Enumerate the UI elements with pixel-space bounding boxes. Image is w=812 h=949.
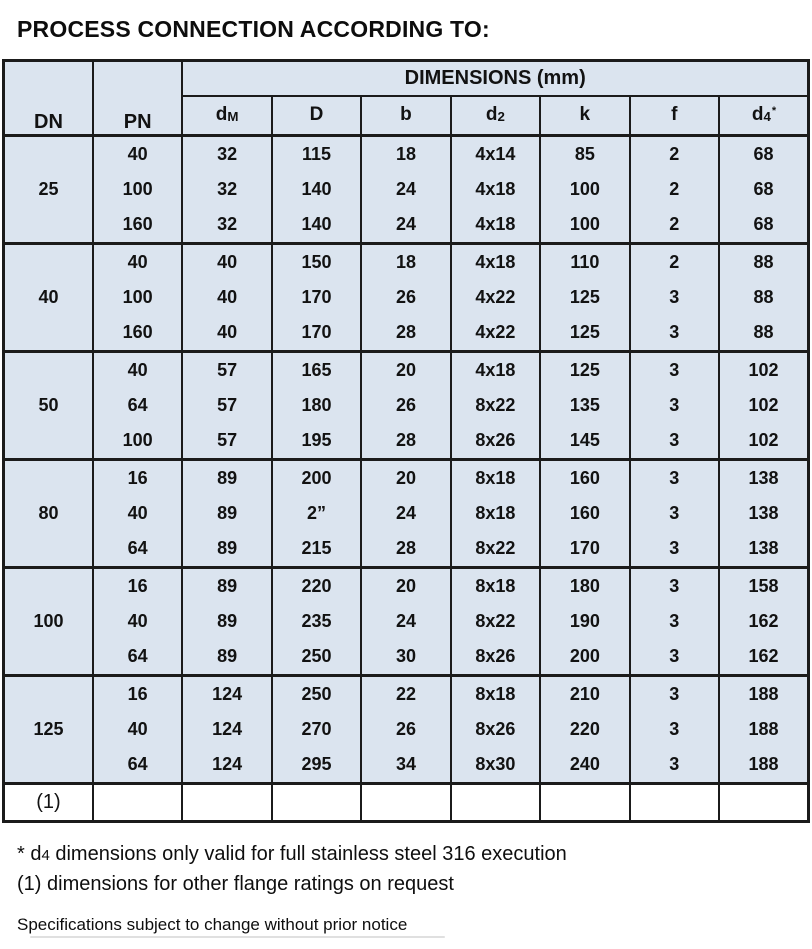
- cell-value: 40: [217, 322, 238, 342]
- cell-value: 89: [217, 576, 238, 596]
- cell-value: 3: [669, 468, 680, 488]
- D-values: [272, 460, 361, 568]
- dn-value: 80: [4, 460, 93, 568]
- cell-value: 140: [301, 214, 332, 234]
- cell-value: 250: [301, 646, 332, 666]
- cell-value: 100: [122, 287, 153, 307]
- col-header-pn: PN: [93, 61, 182, 136]
- cell-value: 40: [127, 611, 148, 631]
- cell-value: 40: [127, 503, 148, 523]
- col-header-k: k: [540, 96, 629, 136]
- cell-value: 124: [212, 684, 243, 704]
- dn-value: 100: [4, 568, 93, 676]
- cell-value: 3: [669, 322, 680, 342]
- cell-value: 215: [301, 538, 332, 558]
- dM-values: [182, 352, 271, 460]
- b-values: [361, 136, 450, 244]
- cell-value: 140: [301, 179, 332, 199]
- cell-value: 68: [753, 214, 774, 234]
- cell-value: 32: [217, 214, 238, 234]
- k-values: [540, 244, 629, 352]
- cell-value: 100: [122, 430, 153, 450]
- scan-artifact: [30, 936, 445, 938]
- cell-value: 40: [127, 144, 148, 164]
- cell-value: 88: [753, 287, 774, 307]
- dn-block-25: [4, 136, 809, 244]
- D-values: [272, 244, 361, 352]
- cell-value: 28: [395, 538, 416, 558]
- cell-value: 110: [570, 252, 600, 272]
- cell-value: 220: [569, 719, 600, 739]
- cell-value: 28: [395, 430, 416, 450]
- cell-value: 3: [669, 684, 680, 704]
- cell-value: 235: [301, 611, 332, 631]
- d2-values: [451, 244, 540, 352]
- d4-values: [719, 460, 809, 568]
- cell-value: 85: [574, 144, 595, 164]
- cell-value: 160: [569, 503, 600, 523]
- cell-value: 30: [395, 646, 416, 666]
- D-values: [272, 352, 361, 460]
- footnote-ref-row: [4, 784, 809, 822]
- col-header-d2: d2: [451, 96, 540, 136]
- cell-value: 4x22: [475, 287, 516, 307]
- dn-value: 25: [4, 136, 93, 244]
- cell-value: 89: [217, 468, 238, 488]
- col-header-dn: DN: [4, 61, 93, 136]
- cell-value: 3: [669, 646, 680, 666]
- table-head-row-1: [4, 61, 809, 96]
- k-values: [540, 676, 629, 784]
- table-head: [4, 61, 809, 136]
- f-values: [630, 136, 719, 244]
- cell-value: 8x18: [475, 684, 516, 704]
- cell-value: 4x18: [475, 179, 516, 199]
- b-values: [361, 352, 450, 460]
- f-values: [630, 568, 719, 676]
- cell-value: 3: [669, 360, 680, 380]
- dimensions-header: DIMENSIONS (mm): [182, 61, 808, 96]
- cell-value: 3: [669, 430, 680, 450]
- cell-value: 88: [753, 322, 774, 342]
- cell-value: 57: [217, 395, 238, 415]
- dM-values: [182, 136, 271, 244]
- cell-value: 125: [569, 322, 600, 342]
- cell-value: 3: [669, 287, 680, 307]
- cell-value: 4x22: [475, 322, 516, 342]
- cell-value: 220: [301, 576, 332, 596]
- cell-value: 2: [669, 252, 680, 272]
- cell-value: 138: [748, 538, 779, 558]
- cell-value: 165: [301, 360, 332, 380]
- cell-value: 8x22: [475, 395, 516, 415]
- cell-value: 3: [669, 395, 680, 415]
- cell-value: 3: [669, 576, 680, 596]
- cell-value: 24: [395, 179, 416, 199]
- cell-value: 2: [669, 214, 680, 234]
- cell-value: 180: [301, 395, 332, 415]
- k-values: [540, 460, 629, 568]
- cell-value: 8x18: [475, 576, 516, 596]
- cell-value: 160: [122, 322, 153, 342]
- col-header-dM: dM: [182, 96, 271, 136]
- f-values: [630, 352, 719, 460]
- cell-value: 22: [395, 684, 416, 704]
- cell-value: 40: [127, 252, 148, 272]
- cell-value: 240: [569, 754, 600, 774]
- col-header-b: b: [361, 96, 450, 136]
- dM-values: [182, 460, 271, 568]
- cell-value: 188: [748, 754, 779, 774]
- cell-value: 40: [127, 719, 148, 739]
- f-values: [630, 460, 719, 568]
- cell-value: 68: [753, 179, 774, 199]
- footnote-flange-ratings: (1) dimensions for other flange ratings on request: [17, 873, 454, 895]
- d2-values: [451, 136, 540, 244]
- cell-value: 102: [748, 430, 779, 450]
- cell-value: 124: [212, 754, 243, 774]
- cell-value: 115: [302, 144, 332, 164]
- cell-value: 40: [217, 252, 238, 272]
- cell-value: 64: [127, 646, 148, 666]
- cell-value: 200: [569, 646, 600, 666]
- cell-value: 170: [569, 538, 600, 558]
- dM-values: [182, 676, 271, 784]
- b-values: [361, 244, 450, 352]
- cell-value: 270: [301, 719, 332, 739]
- cell-value: 8x18: [475, 468, 516, 488]
- d2-values: [451, 568, 540, 676]
- cell-value: 160: [122, 214, 153, 234]
- cell-value: 8x22: [475, 611, 516, 631]
- cell-value: 24: [395, 611, 416, 631]
- table-body: [4, 136, 809, 784]
- footnote-ref-empty-cell: [182, 784, 271, 822]
- pn-values: [93, 352, 182, 460]
- cell-value: 188: [748, 684, 779, 704]
- cell-value: 32: [217, 179, 238, 199]
- D-values: [272, 676, 361, 784]
- dn-block-80: [4, 460, 809, 568]
- cell-value: 18: [395, 252, 416, 272]
- cell-value: 57: [217, 430, 238, 450]
- cell-value: 18: [395, 144, 416, 164]
- cell-value: 20: [395, 468, 416, 488]
- cell-value: 24: [395, 503, 416, 523]
- cell-value: 190: [569, 611, 600, 631]
- cell-value: 64: [127, 754, 148, 774]
- dn-block-50: [4, 352, 809, 460]
- pn-values: [93, 244, 182, 352]
- page-title: PROCESS CONNECTION ACCORDING TO:: [17, 16, 490, 42]
- cell-value: 200: [301, 468, 332, 488]
- dn-block-125: [4, 676, 809, 784]
- footnote-text: * d: [17, 843, 42, 865]
- cell-value: 68: [753, 144, 774, 164]
- cell-value: 3: [669, 611, 680, 631]
- d2-values: [451, 460, 540, 568]
- footnote-ref-empty-cell: [361, 784, 450, 822]
- d2-values: [451, 676, 540, 784]
- cell-value: 2: [669, 144, 680, 164]
- cell-value: 100: [122, 179, 153, 199]
- cell-value: 150: [301, 252, 332, 272]
- dn-value: 40: [4, 244, 93, 352]
- footnote-ref-empty-cell: [630, 784, 719, 822]
- cell-value: 2: [669, 179, 680, 199]
- cell-value: 8x30: [475, 754, 516, 774]
- cell-value: 295: [301, 754, 332, 774]
- d2-values: [451, 352, 540, 460]
- pn-values: [93, 460, 182, 568]
- footnote-d4: [17, 840, 812, 870]
- footnote-ref-empty-cell: [93, 784, 182, 822]
- cell-value: 34: [395, 754, 416, 774]
- d4-values: [719, 352, 809, 460]
- cell-value: 89: [217, 538, 238, 558]
- cell-value: 16: [127, 468, 148, 488]
- cell-value: 8x26: [475, 719, 516, 739]
- cell-value: 57: [217, 360, 238, 380]
- cell-value: 162: [748, 646, 779, 666]
- cell-value: 64: [127, 538, 148, 558]
- b-values: [361, 460, 450, 568]
- D-values: [272, 136, 361, 244]
- cell-value: 4x18: [475, 252, 516, 272]
- cell-value: 40: [127, 360, 148, 380]
- footnote-ref-label: (1): [4, 784, 93, 822]
- cell-value: 3: [669, 503, 680, 523]
- cell-value: 162: [748, 611, 779, 631]
- cell-value: 20: [395, 576, 416, 596]
- d4-values: [719, 136, 809, 244]
- cell-value: 89: [217, 503, 238, 523]
- cell-value: 8x26: [475, 430, 516, 450]
- cell-value: 138: [748, 468, 779, 488]
- footnote-ref-empty-cell: [451, 784, 540, 822]
- cell-value: 160: [569, 468, 600, 488]
- d4-values: [719, 568, 809, 676]
- pn-values: [93, 676, 182, 784]
- page: [0, 16, 812, 949]
- cell-value: 210: [569, 684, 600, 704]
- dn-block-40: [4, 244, 809, 352]
- d4-values: [719, 244, 809, 352]
- cell-value: 158: [748, 576, 779, 596]
- cell-value: 102: [748, 360, 779, 380]
- cell-value: 26: [395, 395, 416, 415]
- k-values: [540, 136, 629, 244]
- pn-values: [93, 568, 182, 676]
- col-header-f: f: [630, 96, 719, 136]
- cell-value: 2”: [307, 503, 327, 523]
- cell-value: 124: [212, 719, 243, 739]
- cell-value: 4x14: [475, 144, 516, 164]
- cell-value: 102: [748, 395, 779, 415]
- b-values: [361, 676, 450, 784]
- cell-value: 20: [395, 360, 416, 380]
- col-header-d4: d4*: [719, 96, 809, 136]
- cell-value: 100: [569, 179, 600, 199]
- D-values: [272, 568, 361, 676]
- k-values: [540, 568, 629, 676]
- disclaimer-text: Specifications subject to change without prior notice: [17, 915, 408, 934]
- f-values: [630, 676, 719, 784]
- cell-value: 195: [301, 430, 332, 450]
- d4-values: [719, 676, 809, 784]
- cell-value: 250: [301, 684, 332, 704]
- cell-value: 16: [127, 576, 148, 596]
- cell-value: 26: [395, 719, 416, 739]
- col-header-D: D: [272, 96, 361, 136]
- cell-value: 3: [669, 538, 680, 558]
- cell-value: 4x18: [475, 214, 516, 234]
- footnote-ref-empty-cell: [540, 784, 629, 822]
- f-values: [630, 244, 719, 352]
- cell-value: 135: [569, 395, 600, 415]
- cell-value: 26: [395, 287, 416, 307]
- cell-value: 89: [217, 646, 238, 666]
- cell-value: 32: [217, 144, 238, 164]
- process-connection-table: [2, 59, 810, 823]
- cell-value: 89: [217, 611, 238, 631]
- cell-value: 100: [569, 214, 600, 234]
- cell-value: 3: [669, 754, 680, 774]
- cell-value: 8x22: [475, 538, 516, 558]
- cell-value: 170: [301, 287, 332, 307]
- dM-values: [182, 568, 271, 676]
- cell-value: 8x18: [475, 503, 516, 523]
- cell-value: 170: [301, 322, 332, 342]
- dM-values: [182, 244, 271, 352]
- cell-value: 138: [748, 503, 779, 523]
- footnote-text: dimensions only valid for full stainless steel 316 execution: [49, 843, 567, 865]
- cell-value: 40: [217, 287, 238, 307]
- cell-value: 88: [753, 252, 774, 272]
- k-values: [540, 352, 629, 460]
- pn-values: [93, 136, 182, 244]
- footnote-ref-empty-cell: [719, 784, 809, 822]
- dn-value: 50: [4, 352, 93, 460]
- table-foot: [4, 784, 809, 822]
- footnote-subscript: 4: [41, 847, 50, 864]
- cell-value: 16: [127, 684, 148, 704]
- cell-value: 28: [395, 322, 416, 342]
- cell-value: 125: [569, 360, 600, 380]
- cell-value: 180: [569, 576, 600, 596]
- cell-value: 64: [127, 395, 148, 415]
- cell-value: 3: [669, 719, 680, 739]
- b-values: [361, 568, 450, 676]
- cell-value: 125: [569, 287, 600, 307]
- cell-value: 24: [395, 214, 416, 234]
- footnote-ref-empty-cell: [272, 784, 361, 822]
- dn-value: 125: [4, 676, 93, 784]
- cell-value: 4x18: [475, 360, 516, 380]
- cell-value: 188: [748, 719, 779, 739]
- cell-value: 8x26: [475, 646, 516, 666]
- dn-block-100: [4, 568, 809, 676]
- cell-value: 145: [569, 430, 600, 450]
